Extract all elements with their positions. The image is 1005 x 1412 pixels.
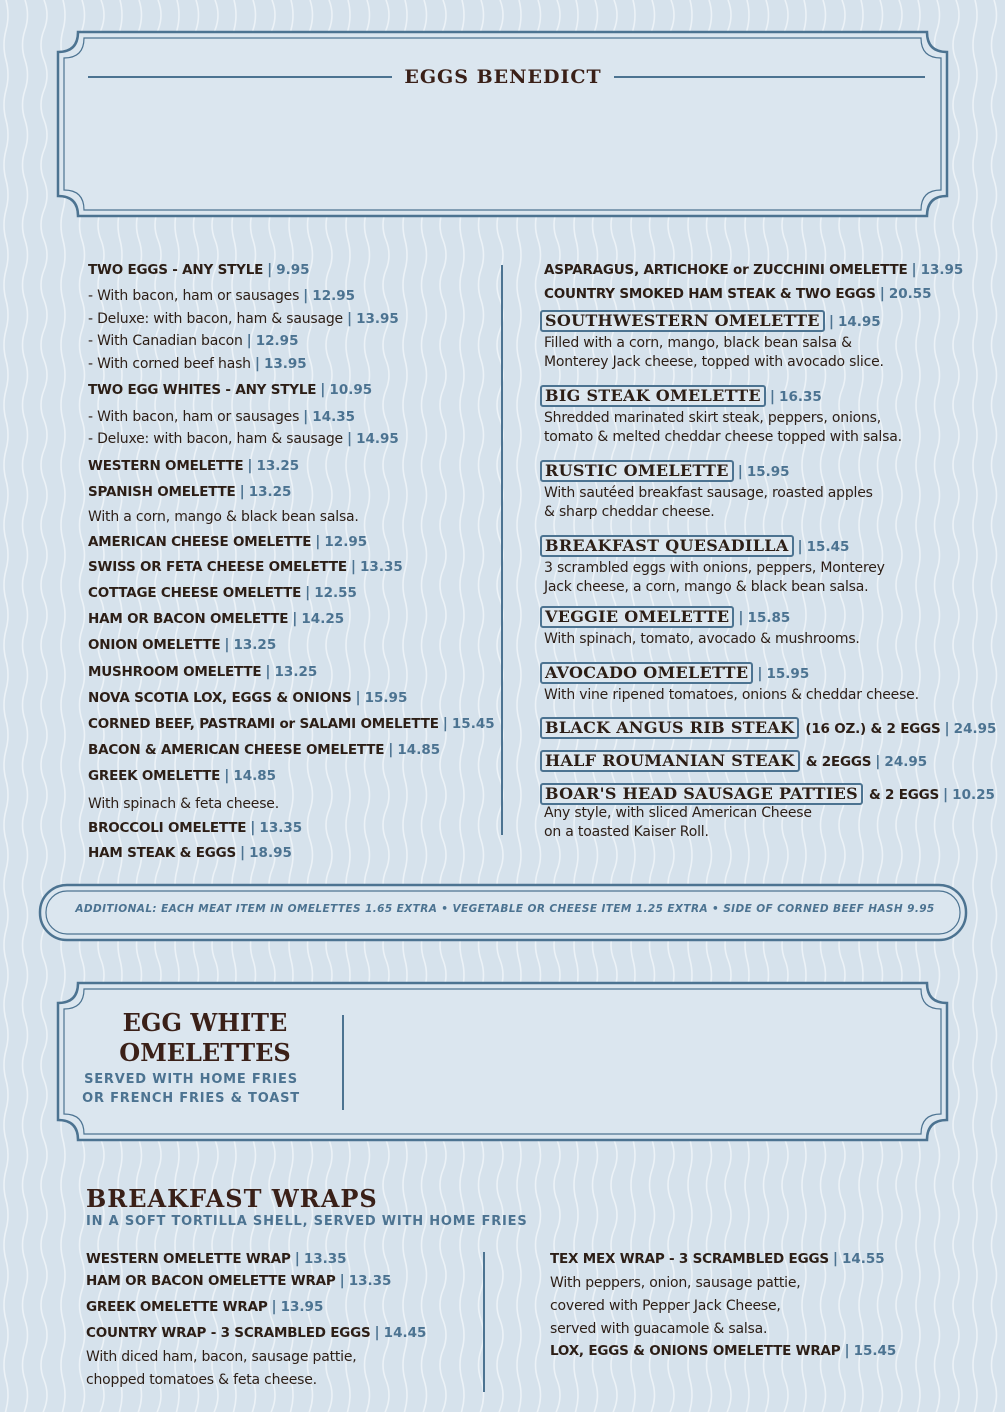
price-separator: | xyxy=(769,389,776,405)
item-price: 13.35 xyxy=(303,1251,347,1267)
wrap-item xyxy=(86,1325,426,1341)
item-price: 13.25 xyxy=(248,484,292,500)
menu-item xyxy=(88,262,310,278)
item-price: 13.25 xyxy=(233,637,277,653)
item-price: 12.95 xyxy=(324,534,368,550)
item-name: BACON & AMERICAN CHEESE OMELETTE xyxy=(88,742,385,758)
item-name: - With Canadian bacon xyxy=(88,333,243,349)
featured-item-heading xyxy=(540,606,790,628)
price-separator: | xyxy=(303,288,309,304)
menu-item xyxy=(88,820,302,836)
column-divider xyxy=(501,265,503,835)
price-separator: | xyxy=(292,611,298,627)
wrap-item xyxy=(550,1251,885,1267)
price-separator: | xyxy=(346,431,353,447)
featured-item-name: BLACK ANGUS RIB STEAK xyxy=(540,717,799,739)
featured-item-description: & sharp cheddar cheese. xyxy=(544,504,715,520)
menu-item xyxy=(88,458,299,474)
item-price: 13.95 xyxy=(280,1299,324,1315)
menu-item-description: With a corn, mango & black bean salsa. xyxy=(88,509,359,525)
featured-item-description: on a toasted Kaiser Roll. xyxy=(544,824,709,840)
menu-item xyxy=(88,637,276,653)
wrap-item xyxy=(86,1251,347,1267)
egg-white-title xyxy=(80,1008,330,1068)
menu-item xyxy=(88,768,276,784)
price-separator: | xyxy=(828,314,834,330)
featured-item-heading xyxy=(540,385,822,407)
featured-item-heading xyxy=(540,662,809,684)
item-price: 13.35 xyxy=(360,559,403,575)
price-separator: | xyxy=(315,534,321,550)
item-price: 18.95 xyxy=(249,845,292,861)
featured-item-name: RUSTIC OMELETTE xyxy=(540,460,734,482)
item-price: 20.55 xyxy=(888,286,932,302)
menu-item xyxy=(544,286,932,302)
price-separator: | xyxy=(254,356,260,372)
menu-item xyxy=(88,690,407,706)
item-price: 14.55 xyxy=(842,1251,885,1267)
price-separator: | xyxy=(355,690,361,706)
featured-item-name: VEGGIE OMELETTE xyxy=(540,606,734,628)
item-name: GREEK OMELETTE WRAP xyxy=(86,1299,268,1315)
benedict-title: EGGS BENEDICT xyxy=(404,66,602,88)
item-price: 13.25 xyxy=(256,458,300,474)
item-price: 9.95 xyxy=(276,262,310,278)
price-separator: | xyxy=(943,787,949,803)
item-price: 16.35 xyxy=(779,389,822,405)
featured-item-name: SOUTHWESTERN OMELETTE xyxy=(540,310,825,332)
wrap-item-description: chopped tomatoes & feta cheese. xyxy=(86,1372,317,1388)
featured-item-heading xyxy=(540,310,881,332)
featured-item-name: AVOCADO OMELETTE xyxy=(540,662,753,684)
item-name: WESTERN OMELETTE xyxy=(88,458,244,474)
item-price: 10.25 xyxy=(952,787,995,803)
menu-item xyxy=(88,611,344,627)
item-price: 15.95 xyxy=(746,464,790,480)
price-separator: | xyxy=(944,721,950,737)
benedict-frame xyxy=(0,0,1005,240)
price-separator: | xyxy=(303,409,309,425)
menu-sub-item xyxy=(88,356,307,372)
item-price: 24.95 xyxy=(953,721,997,737)
featured-item-name: BOAR'S HEAD SAUSAGE PATTIES xyxy=(540,783,863,805)
menu-sub-item xyxy=(88,409,355,425)
item-name: SPANISH OMELETTE xyxy=(88,484,236,500)
price-separator: | xyxy=(737,464,743,480)
featured-item-name: BREAKFAST QUESADILLA xyxy=(540,535,794,557)
price-separator: | xyxy=(339,1273,345,1289)
price-separator: | xyxy=(246,333,252,349)
item-name: SWISS OR FETA CHEESE OMELETTE xyxy=(88,559,347,575)
price-separator: | xyxy=(875,754,881,770)
item-price: 13.35 xyxy=(348,1273,392,1289)
item-price: 14.85 xyxy=(233,768,277,784)
item-name: - With bacon, ham or sausages xyxy=(88,288,300,304)
additional-label: ADDITIONAL: xyxy=(75,903,158,915)
featured-item-description: With sautéed breakfast sausage, roasted apples xyxy=(544,485,873,501)
featured-item-heading xyxy=(540,535,849,557)
wraps-divider xyxy=(483,1252,485,1392)
item-name: WESTERN OMELETTE WRAP xyxy=(86,1251,291,1267)
item-price: 13.35 xyxy=(259,820,303,836)
wrap-item xyxy=(86,1299,323,1315)
price-separator: | xyxy=(267,262,273,278)
menu-item xyxy=(88,484,291,500)
featured-item-extra: (16 OZ.) & 2 EGGS xyxy=(805,721,941,737)
item-price: 15.45 xyxy=(451,716,495,732)
menu-sub-item xyxy=(88,431,399,447)
additional-text: EACH MEAT ITEM IN OMELETTES 1.65 EXTRA • VEGETABLE OR CHEESE ITEM 1.25 EXTRA • SIDE OF CORNED BEEF HASH 9.95 xyxy=(161,903,935,915)
featured-item-description: With spinach, tomato, avocado & mushrooms. xyxy=(544,631,860,647)
wrap-item xyxy=(550,1343,896,1359)
item-name: COUNTRY SMOKED HAM STEAK & TWO EGGS xyxy=(544,286,876,302)
egg-white-title-line2: OMELETTES xyxy=(119,1038,291,1067)
price-separator: | xyxy=(738,610,744,626)
price-separator: | xyxy=(265,664,271,680)
item-name: TWO EGGS - ANY STYLE xyxy=(88,262,264,278)
item-name: MUSHROOM OMELETTE xyxy=(88,664,262,680)
price-separator: | xyxy=(757,666,763,682)
wrap-item-description: served with guacamole & salsa. xyxy=(550,1321,768,1337)
wrap-item xyxy=(86,1273,391,1289)
price-separator: | xyxy=(320,382,326,398)
price-separator: | xyxy=(271,1299,277,1315)
featured-item-heading xyxy=(540,783,995,805)
price-separator: | xyxy=(388,742,394,758)
item-name: ASPARAGUS, ARTICHOKE or ZUCCHINI OMELETTE xyxy=(544,262,908,278)
item-price: 15.95 xyxy=(766,666,810,682)
wraps-title: BREAKFAST WRAPS xyxy=(86,1184,378,1213)
item-name: COUNTRY WRAP - 3 SCRAMBLED EGGS xyxy=(86,1325,371,1341)
item-name: GREEK OMELETTE xyxy=(88,768,221,784)
menu-item xyxy=(88,716,495,732)
featured-item-name: BIG STEAK OMELETTE xyxy=(540,385,766,407)
menu-item xyxy=(88,742,440,758)
price-separator: | xyxy=(247,458,253,474)
featured-item-extra: & 2 EGGS xyxy=(868,787,940,803)
featured-item-heading xyxy=(540,460,790,482)
item-price: 15.45 xyxy=(853,1343,897,1359)
item-price: 13.95 xyxy=(920,262,964,278)
item-price: 12.55 xyxy=(314,585,357,601)
item-name: BROCCOLI OMELETTE xyxy=(88,820,247,836)
item-name: AMERICAN CHEESE OMELETTE xyxy=(88,534,312,550)
featured-item-name: HALF ROUMANIAN STEAK xyxy=(540,750,800,772)
price-separator: | xyxy=(797,539,803,555)
price-separator: | xyxy=(844,1343,850,1359)
item-price: 15.45 xyxy=(806,539,850,555)
price-separator: | xyxy=(879,286,885,302)
egg-white-subtitle-line1: SERVED WITH HOME FRIES xyxy=(84,1072,298,1087)
item-price: 15.85 xyxy=(747,610,791,626)
menu-item xyxy=(88,845,292,861)
item-price: 12.95 xyxy=(312,288,355,304)
featured-item-description: Shredded marinated skirt steak, peppers, onions, xyxy=(544,410,882,426)
item-name: ONION OMELETTE xyxy=(88,637,221,653)
item-name: TWO EGG WHITES - ANY STYLE xyxy=(88,382,317,398)
item-price: 14.35 xyxy=(312,409,355,425)
egg-white-title-line1: EGG WHITE xyxy=(122,1008,288,1037)
egg-white-subtitle xyxy=(80,1070,302,1108)
item-name: HAM OR BACON OMELETTE WRAP xyxy=(86,1273,336,1289)
price-separator: | xyxy=(832,1251,838,1267)
item-price: 14.45 xyxy=(383,1325,427,1341)
item-price: 14.85 xyxy=(397,742,441,758)
price-separator: | xyxy=(346,311,353,327)
item-price: 14.25 xyxy=(301,611,345,627)
item-price: 14.95 xyxy=(356,431,399,447)
item-name: HAM OR BACON OMELETTE xyxy=(88,611,289,627)
item-name: HAM STEAK & EGGS xyxy=(88,845,237,861)
item-name: - With bacon, ham or sausages xyxy=(88,409,300,425)
menu-item xyxy=(88,559,403,575)
item-name: COTTAGE CHEESE OMELETTE xyxy=(88,585,302,601)
item-price: 13.25 xyxy=(274,664,318,680)
menu-sub-item xyxy=(88,311,399,327)
item-price: 13.95 xyxy=(263,356,307,372)
item-price: 24.95 xyxy=(884,754,928,770)
featured-item-description: Filled with a corn, mango, black bean salsa & xyxy=(544,335,852,351)
price-separator: | xyxy=(911,262,917,278)
price-separator: | xyxy=(240,845,246,861)
item-name: NOVA SCOTIA LOX, EGGS & ONIONS xyxy=(88,690,352,706)
wrap-item-description: covered with Pepper Jack Cheese, xyxy=(550,1298,781,1314)
menu-item-description: With spinach & feta cheese. xyxy=(88,796,279,812)
featured-item-description: tomato & melted cheddar cheese topped with salsa. xyxy=(544,429,902,445)
price-separator: | xyxy=(305,585,311,601)
featured-item-description: Jack cheese, a corn, mango & black bean salsa. xyxy=(544,579,869,595)
featured-item-description: With vine ripened tomatoes, onions & cheddar cheese. xyxy=(544,687,919,703)
price-separator: | xyxy=(224,637,230,653)
item-price: 15.95 xyxy=(364,690,408,706)
menu-item xyxy=(88,382,372,398)
additional-note xyxy=(60,903,950,915)
menu-item xyxy=(88,534,367,550)
price-separator: | xyxy=(374,1325,380,1341)
featured-item-heading xyxy=(540,717,996,739)
menu-item xyxy=(88,664,317,680)
item-price: 10.95 xyxy=(329,382,373,398)
menu-item xyxy=(544,262,963,278)
featured-item-description: Any style, with sliced American Cheese xyxy=(544,805,812,821)
menu-item xyxy=(88,585,357,601)
price-separator: | xyxy=(442,716,448,732)
featured-item-description: 3 scrambled eggs with onions, peppers, Monterey xyxy=(544,560,885,576)
item-name: - Deluxe: with bacon, ham & sausage xyxy=(88,431,343,447)
item-name: - Deluxe: with bacon, ham & sausage xyxy=(88,311,343,327)
featured-item-extra: & 2EGGS xyxy=(805,754,872,770)
item-name: - With corned beef hash xyxy=(88,356,251,372)
item-price: 13.95 xyxy=(356,311,399,327)
featured-item-heading xyxy=(540,750,927,772)
price-separator: | xyxy=(250,820,256,836)
item-price: 14.95 xyxy=(837,314,881,330)
price-separator: | xyxy=(224,768,230,784)
menu-sub-item xyxy=(88,333,298,349)
price-separator: | xyxy=(350,559,357,575)
wraps-subtitle: IN A SOFT TORTILLA SHELL, SERVED WITH HOME FRIES xyxy=(86,1214,528,1229)
egg-white-subtitle-line2: OR FRENCH FRIES & TOAST xyxy=(82,1091,300,1106)
wrap-item-description: With diced ham, bacon, sausage pattie, xyxy=(86,1349,357,1365)
wrap-item-description: With peppers, onion, sausage pattie, xyxy=(550,1275,801,1291)
item-name: TEX MEX WRAP - 3 SCRAMBLED EGGS xyxy=(550,1251,829,1267)
price-separator: | xyxy=(294,1251,300,1267)
menu-sub-item xyxy=(88,288,355,304)
item-name: LOX, EGGS & ONIONS OMELETTE WRAP xyxy=(550,1343,841,1359)
item-price: 12.95 xyxy=(255,333,299,349)
featured-item-description: Monterey Jack cheese, topped with avocado slice. xyxy=(544,354,884,370)
item-name: CORNED BEEF, PASTRAMI or SALAMI OMELETTE xyxy=(88,716,439,732)
price-separator: | xyxy=(239,484,245,500)
